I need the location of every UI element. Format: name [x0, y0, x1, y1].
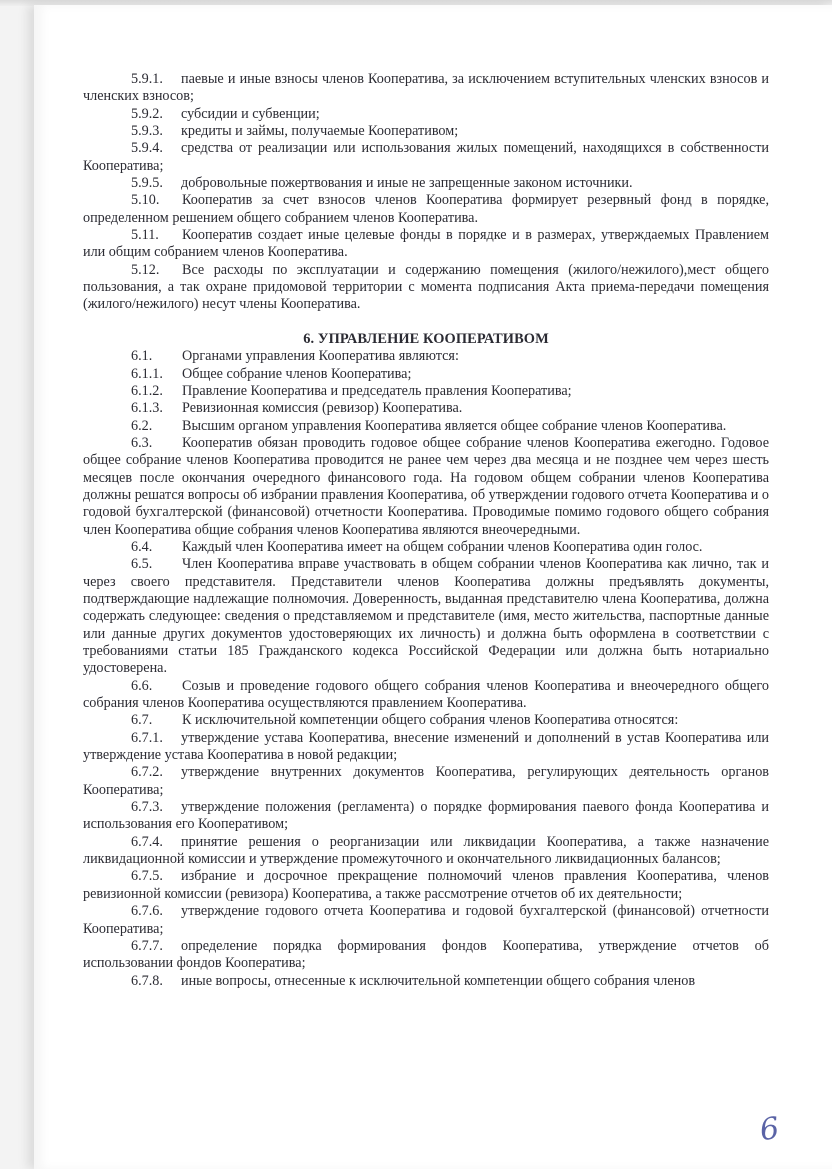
clause-number: 6.6. [131, 677, 153, 694]
clause-number: 5.9.3. [131, 123, 163, 140]
clause-5-9-3 [83, 123, 769, 140]
clause-number: 6.1. [131, 348, 153, 365]
clause-5-10 [83, 192, 769, 227]
clause-number: 6.7. [131, 712, 153, 729]
clause-text: Кооператив обязан проводить годовое общее собрание членов Кооператива ежегодно. Годовое общее собрание членов Кооператива проводится не ранее чем через два месяца и не позднее чем через шесть месяцев после окончания очередного финансового года. На годовом общем собрании членов Кооператива должны решатся вопросы об избрании правления Кооператива, об утверждении годового отчета Кооператива и о годовой бухгалтерской (финансовой) отчетности Кооператива. Проводимые помимо годового общего собрания член Кооператива общие собрания членов Кооператива являются внеочередными. [83, 434, 769, 538]
clause-6-6 [83, 678, 769, 713]
clause-6-1-2 [83, 383, 769, 400]
clause-number: 6.5. [131, 556, 153, 573]
clause-6-1-3 [83, 400, 769, 417]
clause-6-5 [83, 556, 769, 677]
clause-text: Правление Кооператива и председатель правления Кооператива; [182, 382, 572, 399]
clause-text: иные вопросы, отнесенные к исключительной компетенции общего собрания членов [181, 972, 696, 989]
clause-5-9-2 [83, 106, 769, 123]
clause-text: Ревизионная комиссия (ревизор) Кооператива. [182, 400, 463, 417]
clause-text: К исключительной компетенции общего собрания членов Кооператива относятся: [182, 712, 679, 729]
clause-text: Член Кооператива вправе участвовать в общем собрании членов Кооператива как лично, так и через своего представителя. Представители членов Кооператива должны предъявлять документы, подтверждающие надлежащие полномочия. Доверенность, выданная представителю члена Кооператива, должна содержать следующее: сведения о представляемом и представителе (имя, место жительства, паспортные данные или данные других документов удостоверяющих их личность) и должна быть оформлена в соответствии с требованиями статьи 185 Гражданского кодекса Российской Федерации или должна быть нотариально удостоверена. [83, 556, 769, 677]
clause-5-11 [83, 227, 769, 262]
clause-number: 6.7.6. [131, 903, 163, 920]
clause-number: 6.7.8. [131, 972, 163, 989]
clause-6-7-3 [83, 799, 769, 834]
clause-number: 5.9.1. [131, 71, 163, 87]
clause-text: утверждение устава Кооператива, внесение изменений и дополнений в устав Кооператива или утверждение устава Кооператива в новой редакции; [83, 729, 769, 764]
clause-number: 6.4. [131, 538, 153, 555]
clause-6-4 [83, 539, 769, 556]
clause-number: 6.7.2. [131, 764, 163, 781]
clause-number: 5.9.5. [131, 175, 163, 192]
clause-6-7-2 [83, 764, 769, 799]
clause-number: 6.2. [131, 417, 153, 434]
clause-5-9-4 [83, 140, 769, 175]
clause-5-12 [83, 262, 769, 314]
clause-6-3 [83, 435, 769, 539]
clause-number: 5.9.2. [131, 105, 163, 122]
clause-number: 5.9.4. [131, 140, 163, 157]
section-6 [83, 348, 769, 990]
clause-number: 5.12. [131, 261, 160, 278]
clause-number: 6.3. [131, 434, 153, 451]
clause-number: 6.7.3. [131, 799, 163, 816]
clause-text: определение порядка формирования фондов Кооператива, утверждение отчетов об использовании фондов Кооператива; [83, 937, 769, 972]
clause-6-2 [83, 418, 769, 435]
clause-number: 6.7.4. [131, 833, 163, 850]
clause-text: Органами управления Кооператива являются: [182, 348, 459, 365]
clause-6-7-5 [83, 868, 769, 903]
clause-text: добровольные пожертвования и иные не запрещенные законом источники. [181, 175, 633, 192]
document-body [83, 71, 769, 990]
clause-number: 6.7.7. [131, 937, 163, 954]
clause-number: 5.11. [131, 227, 159, 244]
clause-6-7 [83, 712, 769, 729]
clause-text: Каждый член Кооператива имеет на общем собрании членов Кооператива один голос. [182, 538, 703, 555]
clause-number: 5.10. [131, 192, 160, 209]
clause-text: Общее собрание членов Кооператива; [182, 365, 412, 382]
clause-6-7-8 [83, 973, 769, 990]
clause-text: паевые и иные взносы членов Кооператива, за исключением вступительных членских взносов и членских взносов; [83, 71, 769, 105]
clause-6-7-1 [83, 730, 769, 765]
clause-text: принятие решения о реорганизации или ликвидации Кооператива, а также назначение ликвидационной комиссии и утверждение промежуточного и окончательного ликвидационных балансов; [83, 833, 769, 868]
clause-6-1-1 [83, 366, 769, 383]
clause-number: 6.1.3. [131, 400, 163, 417]
clause-text: субсидии и субвенции; [181, 105, 320, 122]
clause-6-7-4 [83, 834, 769, 869]
section-5-continuation [83, 71, 769, 314]
clause-text: избрание и досрочное прекращение полномочий членов правления Кооператива, членов ревизионной комиссии (ревизора) Кооператива, а также рассмотрение отчетов об их деятельности; [83, 868, 769, 902]
clause-5-9-1 [83, 71, 769, 106]
clause-text: Созыв и проведение годового общего собрания членов Кооператива и внеочередного общего собрания членов Кооператива осуществляются правлением Кооператива. [83, 677, 769, 712]
section-heading: 6. УПРАВЛЕНИЕ КООПЕРАТИВОМ [303, 330, 549, 347]
clause-number: 6.7.5. [131, 868, 163, 885]
clause-number: 6.7.1. [131, 729, 163, 746]
clause-text: средства от реализации или использования жилых помещений, находящихся в собственности Кооператива; [83, 140, 769, 174]
handwritten-page-number: 6 [757, 1110, 782, 1149]
clause-number: 6.1.1. [131, 365, 163, 382]
clause-6-7-6 [83, 903, 769, 938]
clause-6-7-7 [83, 938, 769, 973]
clause-text: Высшим органом управления Кооператива является общее собрание членов Кооператива. [182, 417, 727, 434]
clause-text: кредиты и займы, получаемые Кооперативом; [181, 123, 459, 140]
clause-text: Все расходы по эксплуатации и содержанию помещения (жилого/нежилого),мест общего пользования, а так охране придомовой территории с момента подписания Акта приема-передачи помещения (жилого/нежилого) несут члены Кооператива. [83, 261, 769, 313]
clause-5-9-5 [83, 175, 769, 192]
clause-6-1 [83, 348, 769, 365]
clause-text: утверждение внутренних документов Кооператива, регулирующих деятельность органов Кооператива; [83, 764, 769, 798]
clause-text: Кооператив за счет взносов членов Кооператива формирует резервный фонд в порядке, определенном решением общего собранием членов Кооператива. [83, 192, 769, 226]
clause-number: 6.1.2. [131, 382, 163, 399]
clause-text: утверждение положения (регламента) о порядке формирования паевого фонда Кооператива и использования его Кооперативом; [83, 799, 769, 833]
clause-text: Кооператив создает иные целевые фонды в порядке и в размерах, утверждаемых Правлением или общим собранием членов Кооператива. [83, 227, 769, 261]
clause-text: утверждение годового отчета Кооператива и годовой бухгалтерской (финансовой) отчетности Кооператива; [83, 903, 769, 937]
